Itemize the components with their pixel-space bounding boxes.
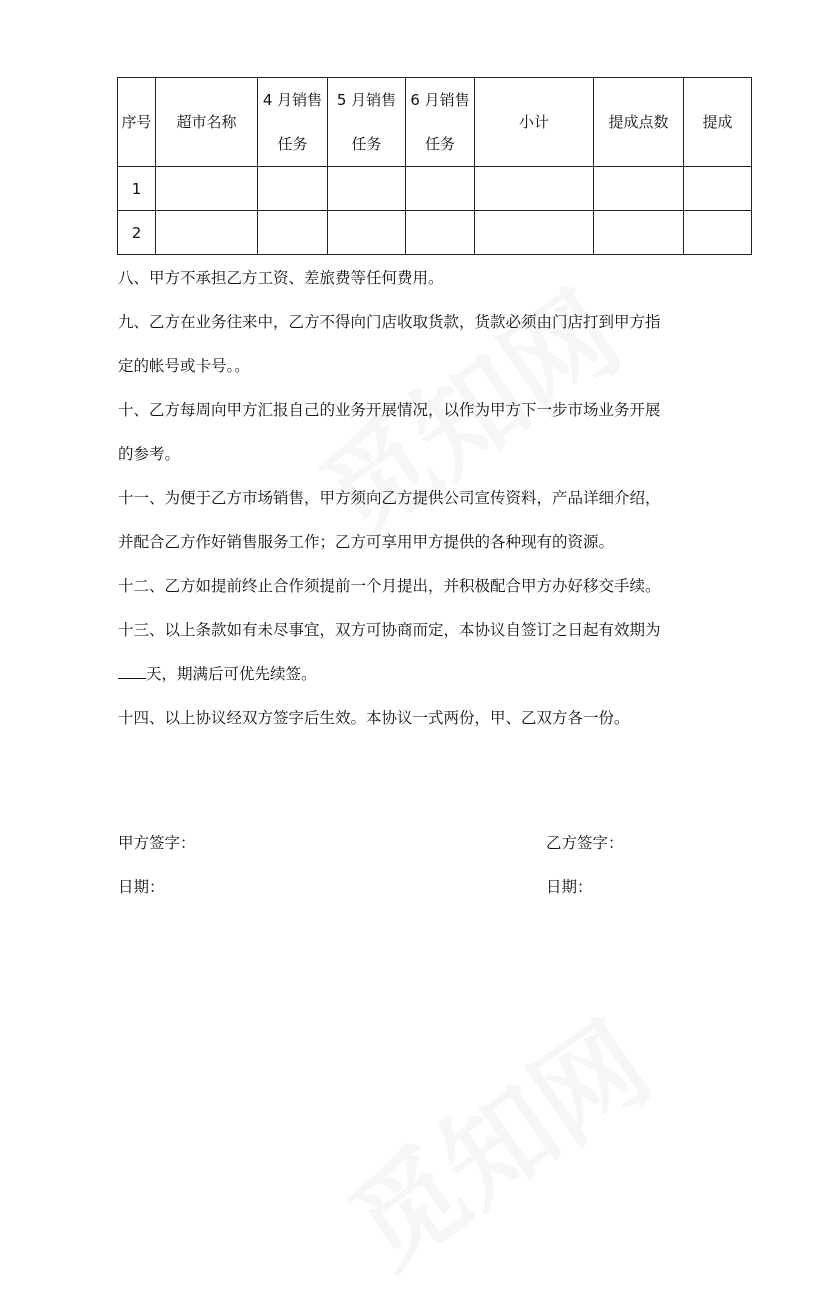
clause-13-line-1: 十三、以上条款如有未尽事宜，双方可协商而定，本协议自签订之日起有效期为 xyxy=(118,621,661,639)
header-subtotal: 小计 xyxy=(475,78,594,167)
table-cell xyxy=(475,167,594,211)
table-cell xyxy=(258,167,328,211)
header-commission-points: 提成点数 xyxy=(594,78,684,167)
validity-days-blank xyxy=(118,660,146,679)
party-b-date-label: 日期： xyxy=(546,878,593,896)
party-b-signature-label: 乙方签字： xyxy=(546,834,624,852)
header-may-task: 5 月销售 任务 xyxy=(328,78,406,167)
table-cell xyxy=(406,167,475,211)
header-seq: 序号 xyxy=(118,78,156,167)
header-june-task: 6 月销售 任务 xyxy=(406,78,475,167)
clause-10-line-1: 十、乙方每周向甲方汇报自己的业务开展情况，以作为甲方下一步市场业务开展 xyxy=(118,401,661,419)
clause-9-line-2: 定的帐号或卡号。。 xyxy=(118,357,250,375)
clause-11-line-2: 并配合乙方作好销售服务工作；乙方可享用甲方提供的各种现有的资源。 xyxy=(118,533,615,551)
clause-11-line-1: 十一、为便于乙方市场销售，甲方须向乙方提供公司宣传资料，产品详细介绍， xyxy=(118,489,661,507)
table-cell xyxy=(328,167,406,211)
table-cell xyxy=(258,211,328,255)
clause-13-line-2: 天，期满后可优先续签。 xyxy=(118,652,758,696)
party-a-date-label: 日期： xyxy=(118,878,165,896)
table-cell xyxy=(594,211,684,255)
row-seq: 1 xyxy=(118,167,156,211)
table-cell xyxy=(475,211,594,255)
clause-14: 十四、以上协议经双方签字后生效。本协议一式两份，甲、乙双方各一份。 xyxy=(118,709,630,727)
watermark xyxy=(315,980,676,1298)
header-supermarket-name: 超市名称 xyxy=(156,78,258,167)
sales-task-table xyxy=(117,77,752,255)
table-cell xyxy=(684,211,752,255)
row-seq: 2 xyxy=(118,211,156,255)
table-cell xyxy=(328,211,406,255)
table-cell xyxy=(156,211,258,255)
table-cell xyxy=(684,167,752,211)
header-commission: 提成 xyxy=(684,78,752,167)
party-a-signature-label: 甲方签字： xyxy=(118,834,196,852)
clause-8: 八、甲方不承担乙方工资、差旅费等任何费用。 xyxy=(118,269,444,287)
table-row xyxy=(118,211,752,255)
agreement-clauses xyxy=(118,256,758,740)
clause-12: 十二、乙方如提前终止合作须提前一个月提出，并积极配合甲方办好移交手续。 xyxy=(118,577,661,595)
clause-10-line-2: 的参考。 xyxy=(118,445,181,463)
header-april-task: 4 月销售 任务 xyxy=(258,78,328,167)
table-cell xyxy=(406,211,475,255)
clause-9-line-1: 九、乙方在业务往来中，乙方不得向门店收取货款，货款必须由门店打到甲方指 xyxy=(118,313,661,331)
table-header-row xyxy=(118,78,752,167)
table-cell xyxy=(156,167,258,211)
table-cell xyxy=(594,167,684,211)
table-row xyxy=(118,167,752,211)
